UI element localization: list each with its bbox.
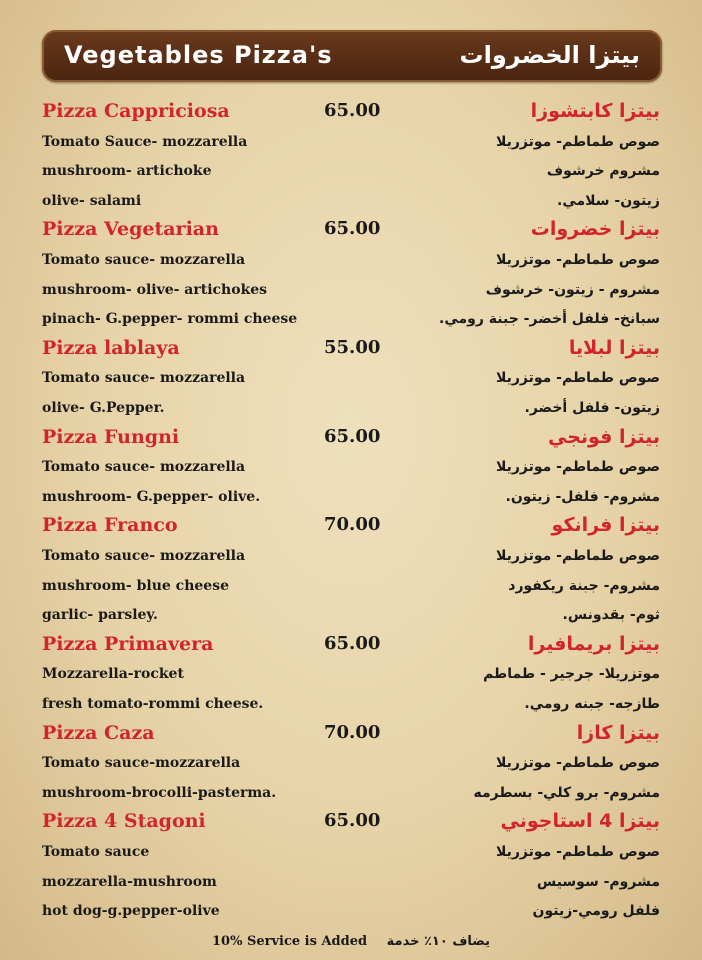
item-name-en: Pizza Franco — [42, 514, 178, 536]
ingredients-ar: صوص طماطم- موتزريلا — [495, 370, 660, 386]
item-price: 65.00 — [324, 810, 381, 831]
ingredients-en: Tomato sauce- mozzarella — [42, 370, 246, 386]
ingredients-ar: صوص طماطم- موتزريلا — [495, 134, 660, 150]
ingredient-line — [0, 844, 702, 874]
item-price: 70.00 — [324, 722, 381, 743]
item-price: 70.00 — [324, 514, 381, 535]
ingredient-line — [0, 903, 702, 933]
item-name-ar: بيتزا فرانكو — [551, 514, 660, 536]
ingredients-en: Tomato sauce- mozzarella — [42, 252, 246, 268]
ingredients-en: Tomato Sauce- mozzarella — [42, 134, 248, 150]
menu-item-heading — [0, 633, 702, 663]
ingredients-ar: طازجه- جبنه رومي. — [524, 696, 660, 712]
ingredients-ar: مشروم خرشوف — [546, 163, 660, 179]
ingredient-line — [0, 370, 702, 400]
ingredients-en: garlic- parsley. — [42, 607, 158, 623]
ingredients-en: mushroom- blue cheese — [42, 578, 229, 594]
ingredients-ar: مشروم- فلفل- زيتون. — [505, 489, 660, 505]
menu-item-heading — [0, 722, 702, 752]
header-title-en: Vegetables Pizza's — [64, 41, 333, 69]
item-name-en: Pizza lablaya — [42, 337, 180, 359]
menu-item-heading — [0, 337, 702, 367]
service-note-en: 10% Service is Added — [212, 934, 368, 949]
item-name-en: Pizza Cappriciosa — [42, 100, 230, 122]
ingredients-ar: سبانخ- فلفل أخضر- جبنة رومي. — [439, 311, 660, 327]
menu-item-heading — [0, 426, 702, 456]
ingredients-ar: صوص طماطم- موتزريلا — [495, 755, 660, 771]
ingredient-line — [0, 252, 702, 282]
ingredients-en: mushroom- G.pepper- olive. — [42, 489, 261, 505]
item-name-ar: بيتزا كابتشوزا — [530, 100, 660, 122]
ingredients-ar: فلفل رومي-زيتون — [532, 903, 660, 919]
item-name-ar: بيتزا كازا — [576, 722, 660, 744]
ingredients-en: mushroom- artichoke — [42, 163, 212, 179]
ingredient-line — [0, 163, 702, 193]
ingredients-ar: صوص طماطم- موتزريلا — [495, 844, 660, 860]
ingredients-en: mozzarella-mushroom — [42, 874, 217, 890]
ingredient-line — [0, 282, 702, 312]
item-price: 65.00 — [324, 426, 381, 447]
ingredients-ar: زيتون- فلفل أخضر. — [524, 400, 660, 416]
item-name-ar: بيتزا لبلايا — [568, 337, 660, 359]
menu-item-heading — [0, 810, 702, 840]
item-name-en: Pizza 4 Stagoni — [42, 810, 206, 832]
item-name-en: Pizza Caza — [42, 722, 155, 744]
item-name-en: Pizza Fungni — [42, 426, 180, 448]
item-price: 65.00 — [324, 218, 381, 239]
menu-header-banner — [42, 30, 662, 82]
ingredients-ar: صوص طماطم- موتزريلا — [495, 252, 660, 268]
ingredients-ar: صوص طماطم- موتزريلا — [495, 459, 660, 475]
ingredients-en: mushroom- olive- artichokes — [42, 282, 268, 298]
ingredient-line — [0, 874, 702, 904]
item-name-ar: بيتزا خضروات — [530, 218, 660, 240]
ingredients-ar: مشروم - زيتون- خرشوف — [485, 282, 660, 298]
ingredients-ar: موتزريلا- جرجير - طماطم — [483, 666, 660, 682]
ingredients-en: Tomato sauce- mozzarella — [42, 548, 246, 564]
ingredients-en: Tomato sauce- mozzarella — [42, 459, 246, 475]
item-name-ar: بيتزا فونجي — [548, 426, 660, 448]
ingredient-line — [0, 459, 702, 489]
ingredients-en: pinach- G.pepper- rommi cheese — [42, 311, 298, 327]
ingredients-ar: صوص طماطم- موتزريلا — [495, 548, 660, 564]
item-name-en: Pizza Primavera — [42, 633, 214, 655]
ingredients-en: fresh tomato-rommi cheese. — [42, 696, 264, 712]
service-note — [0, 934, 702, 954]
ingredients-en: olive- G.Pepper. — [42, 400, 165, 416]
item-name-ar: بيتزا بريمافيرا — [527, 633, 660, 655]
ingredients-en: olive- salami — [42, 193, 142, 209]
ingredients-ar: مشروم- برو كلي- بسطرمه — [473, 785, 660, 801]
header-title-ar: بيتزا الخضروات — [459, 41, 640, 69]
item-name-en: Pizza Vegetarian — [42, 218, 219, 240]
ingredient-line — [0, 134, 702, 164]
ingredient-line — [0, 666, 702, 696]
item-name-ar: بيتزا 4 استاجوني — [500, 810, 660, 832]
item-price: 55.00 — [324, 337, 381, 358]
ingredients-en: hot dog-g.pepper-olive — [42, 903, 220, 919]
ingredients-en: Tomato sauce-mozzarella — [42, 755, 241, 771]
ingredient-line — [0, 548, 702, 578]
service-note-ar: يضاف ١٠٪ خدمة — [386, 934, 490, 949]
item-price: 65.00 — [324, 633, 381, 654]
ingredients-ar: ثوم- بقدونس. — [562, 607, 660, 623]
menu-item-heading — [0, 514, 702, 544]
item-price: 65.00 — [324, 100, 381, 121]
menu-item-heading — [0, 100, 702, 130]
ingredients-ar: مشروم- جبنة ريكفورد — [508, 578, 660, 594]
ingredients-ar: مشروم- سوسيس — [536, 874, 660, 890]
ingredients-ar: زيتون- سلامي. — [557, 193, 660, 209]
ingredients-en: Tomato sauce — [42, 844, 150, 860]
ingredients-en: Mozzarella-rocket — [42, 666, 184, 682]
ingredients-en: mushroom-brocolli-pasterma. — [42, 785, 277, 801]
menu-item-heading — [0, 218, 702, 248]
ingredient-line — [0, 755, 702, 785]
ingredient-line — [0, 578, 702, 608]
